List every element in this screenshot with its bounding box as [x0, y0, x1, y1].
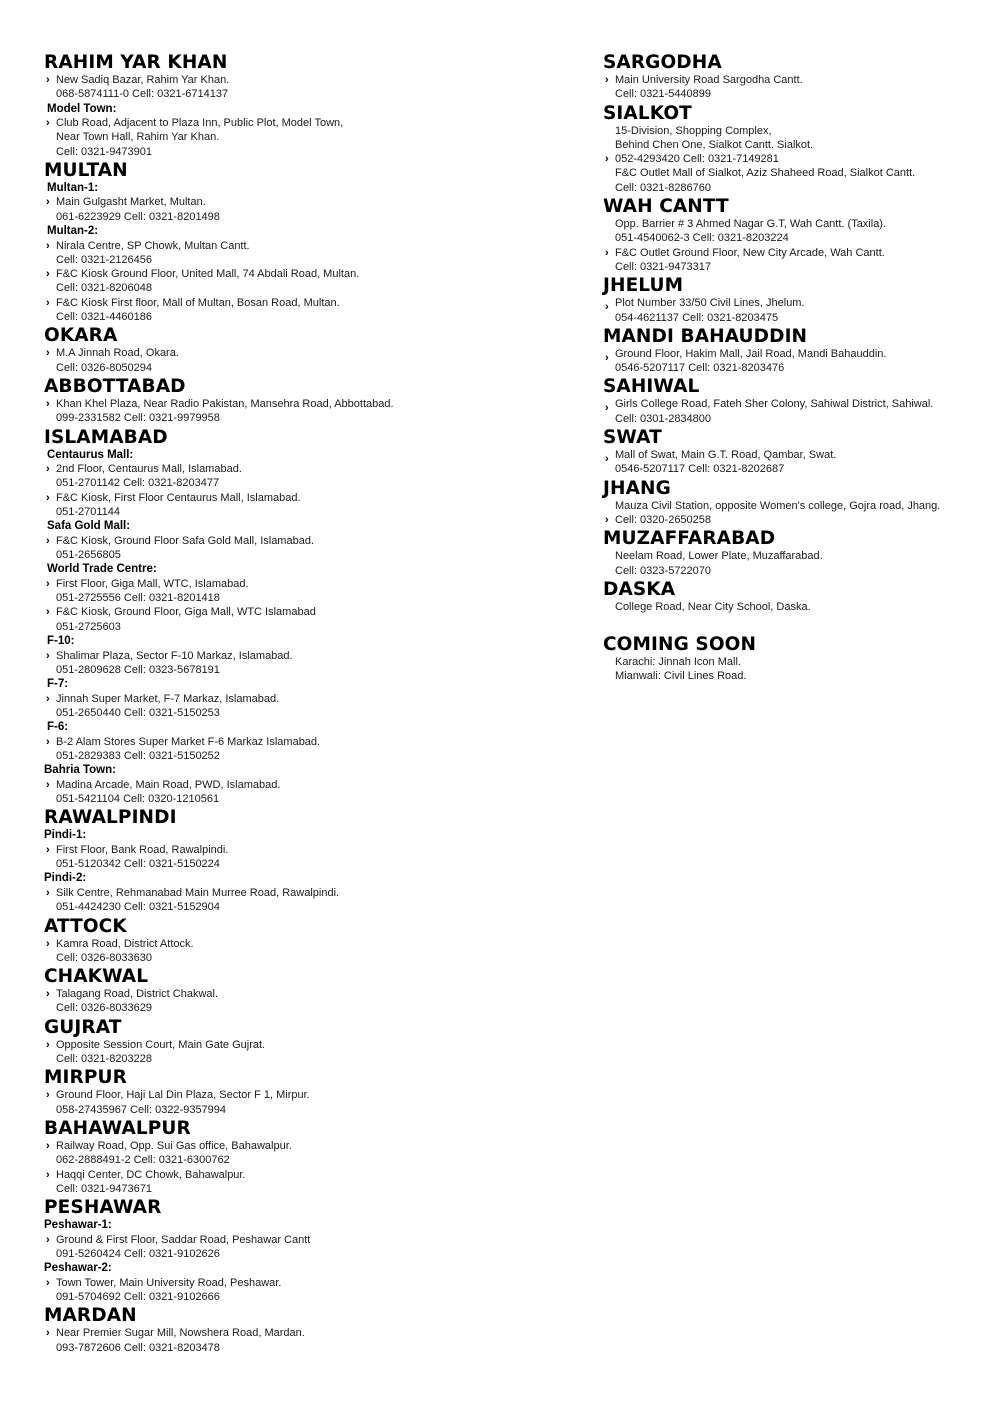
address-entry [603, 217, 983, 246]
address-line: Girls College Road, Fateh Sher Colony, Sahiwal District, Sahiwal. [615, 398, 934, 411]
city-heading: BAHAWALPUR [44, 1117, 191, 1139]
branch-label: Centaurus Mall: [47, 448, 134, 461]
city-heading: SAHIWAL [603, 376, 700, 398]
chevron-right-icon: › [46, 534, 50, 547]
address-entry [44, 649, 564, 678]
address-entry [44, 491, 564, 520]
city-heading: ATTOCK [44, 915, 127, 937]
city-section-gujrat [44, 1017, 564, 1067]
chevron-right-icon: › [46, 491, 50, 504]
city-section-jhang [603, 478, 983, 528]
chevron-right-icon: › [46, 196, 50, 209]
address-line: B-2 Alam Stores Super Market F-6 Markaz Islamabad. [56, 735, 321, 748]
city-section-jhelum [603, 275, 983, 325]
city-section-wah-cantt [603, 196, 983, 274]
address-line: First Floor, Bank Road, Rawalpindi. [56, 843, 229, 856]
chevron-right-icon: › [46, 1139, 50, 1152]
chevron-right-icon: › [605, 153, 609, 166]
city-section-sargodha [603, 52, 983, 102]
city-heading: MUZAFFARABAD [603, 528, 776, 550]
address-line: 091-5260424 Cell: 0321-9102626 [56, 1247, 220, 1260]
address-entry [44, 937, 564, 966]
city-heading: JHELUM [603, 275, 684, 297]
address-entry [44, 534, 564, 563]
address-entry [44, 843, 564, 872]
address-line: F&C Kiosk First floor, Mall of Multan, Bosan Road, Multan. [56, 296, 340, 309]
address-entry [44, 73, 564, 102]
address-entry [44, 1088, 564, 1117]
address-entry [44, 296, 564, 325]
city-section-sahiwal [603, 376, 983, 426]
city-heading: ABBOTTABAD [44, 375, 186, 397]
address-entry [44, 397, 564, 426]
branch-label: Model Town: [47, 102, 117, 115]
address-line: Cell: 0326-8033630 [56, 951, 153, 964]
address-entry [44, 1233, 564, 1262]
chevron-right-icon: › [605, 453, 609, 466]
branch-label: F-7: [47, 678, 69, 691]
city-heading: MANDI BAHAUDDIN [603, 325, 808, 347]
city-heading: WAH CANTT [603, 196, 729, 218]
address-line: Main Gulgasht Market, Multan. [56, 196, 206, 209]
address-line: Railway Road, Opp. Sui Gas office, Bahawalpur. [56, 1139, 292, 1152]
address-entry [603, 124, 983, 153]
city-heading: SIALKOT [603, 102, 692, 124]
city-section-mandi-bahauddin [603, 326, 983, 376]
address-line: 051-2656805 [56, 549, 121, 562]
address-line: Cell: 0321-9473901 [56, 145, 153, 158]
address-line: 051-5120342 Cell: 0321-5150224 [56, 858, 220, 871]
address-entry [44, 267, 564, 296]
branch-label: Bahria Town: [44, 764, 116, 777]
address-line: Mauza Civil Station, opposite Women's college, Gojra road, Jhang. [615, 499, 941, 512]
city-section-rawalpindi [44, 807, 564, 914]
address-line: 051-4540062-3 Cell: 0321-8203224 [615, 232, 789, 245]
address-line: Mianwali: Civil Lines Road. [615, 670, 747, 683]
city-section-mardan [44, 1305, 564, 1355]
city-heading: SARGODHA [603, 52, 722, 73]
address-line: 0546-5207117 Cell: 0321-8203476 [615, 362, 785, 375]
chevron-right-icon: › [46, 1089, 50, 1102]
chevron-right-icon: › [605, 513, 609, 526]
address-line: Silk Centre, Rehmanabad Main Murree Road, Rawalpindi. [56, 886, 340, 899]
chevron-right-icon: › [46, 692, 50, 705]
address-entry [44, 1168, 564, 1197]
address-line: Cell: 0321-4460186 [56, 311, 153, 324]
address-line: 093-7872606 Cell: 0321-8203478 [56, 1341, 220, 1354]
address-line: Cell: 0321-9473671 [56, 1182, 153, 1195]
address-line: 054-4621137 Cell: 0321-8203475 [615, 311, 779, 324]
address-line: Near Town Hall, Rahim Yar Khan. [56, 131, 220, 144]
city-section-peshawar [44, 1197, 564, 1304]
address-line: 051-2725603 [56, 620, 121, 633]
city-heading: JHANG [603, 477, 671, 499]
address-line: Jinnah Super Market, F-7 Markaz, Islamabad. [56, 692, 280, 705]
chevron-right-icon: › [46, 239, 50, 252]
address-line: 15-Division, Shopping Complex, [615, 124, 772, 137]
chevron-right-icon: › [46, 606, 50, 619]
address-entry [44, 886, 564, 915]
address-line: Near Premier Sugar Mill, Nowshera Road, Mardan. [56, 1327, 305, 1340]
city-heading: OKARA [44, 325, 118, 347]
city-section-okara [44, 325, 564, 375]
address-line: Neelam Road, Lower Plate, Muzaffarabad. [615, 550, 823, 563]
address-line: 091-5704692 Cell: 0321-9102666 [56, 1291, 220, 1304]
address-line: 051-2650440 Cell: 0321-5150253 [56, 706, 220, 719]
chevron-right-icon: › [46, 268, 50, 281]
address-line: Plot Number 33/50 Civil Lines, Jhelum. [615, 297, 805, 310]
chevron-right-icon: › [46, 735, 50, 748]
address-line: Opposite Session Court, Main Gate Gujrat. [56, 1038, 266, 1051]
address-entry [603, 499, 983, 513]
city-heading: MULTAN [44, 159, 128, 181]
address-line: Cell: 0323-5722070 [615, 564, 712, 577]
address-line: Opp. Barrier # 3 Ahmed Nagar G.T, Wah Cantt. (Taxila). [615, 218, 887, 231]
chevron-right-icon: › [605, 351, 609, 364]
address-line: College Road, Near City School, Daska. [615, 600, 811, 613]
city-heading: GUJRAT [44, 1016, 122, 1038]
chevron-right-icon: › [605, 301, 609, 314]
address-entry [44, 239, 564, 268]
address-line: 051-4424230 Cell: 0321-5152904 [56, 901, 220, 914]
address-line: Ground Floor, Hakim Mall, Jail Road, Mandi Bahauddin. [615, 347, 887, 360]
city-heading: MARDAN [44, 1305, 137, 1327]
address-line: 051-2701142 Cell: 0321-8203477 [56, 477, 220, 490]
chevron-right-icon: › [46, 397, 50, 410]
address-line: 052-4293420 Cell: 0321-7149281 [615, 153, 779, 166]
address-line: Ground & First Floor, Saddar Road, Peshawar Cantt [56, 1233, 311, 1246]
address-entry [44, 1326, 564, 1355]
address-entry [44, 605, 564, 634]
city-section-coming-soon [603, 634, 983, 684]
address-entry [603, 296, 983, 325]
address-line: 058-27435967 Cell: 0322-9357994 [56, 1103, 227, 1116]
address-entry [44, 692, 564, 721]
address-line: F&C Outlet Mall of Sialkot, Aziz Shaheed Road, Sialkot Cantt. [615, 167, 916, 180]
city-heading: RAHIM YAR KHAN [44, 52, 228, 73]
address-entry [603, 513, 983, 527]
address-line: 051-2725556 Cell: 0321-8201418 [56, 592, 220, 605]
address-entry [44, 577, 564, 606]
address-entry [603, 347, 983, 376]
city-section-bahawalpur [44, 1118, 564, 1196]
branch-label: F-6: [47, 721, 69, 734]
address-entry [44, 346, 564, 375]
address-line: First Floor, Giga Mall, WTC, Islamabad. [56, 577, 249, 590]
address-line: 051-2701144 [56, 505, 121, 518]
chevron-right-icon: › [46, 347, 50, 360]
chevron-right-icon: › [46, 778, 50, 791]
address-line: Cell: 0301-2834800 [615, 412, 712, 425]
address-line: Cell: 0321-9473317 [615, 260, 712, 273]
city-section-swat [603, 427, 983, 477]
address-entry [603, 448, 983, 477]
address-line: Haqqi Center, DC Chowk, Bahawalpur. [56, 1168, 246, 1181]
branch-label: Pindi-2: [44, 872, 87, 885]
address-line: Cell: 0321-5440899 [615, 88, 712, 101]
address-line: Club Road, Adjacent to Plaza Inn, Public Plot, Model Town, [56, 117, 344, 130]
city-heading: RAWALPINDI [44, 807, 177, 829]
city-section-abbottabad [44, 376, 564, 426]
address-line: 099-2331582 Cell: 0321-9979958 [56, 412, 220, 425]
chevron-right-icon: › [46, 1327, 50, 1340]
address-line: 062-2888491-2 Cell: 0321-6300762 [56, 1154, 230, 1167]
chevron-right-icon: › [605, 402, 609, 415]
address-line: 051-2829383 Cell: 0321-5150252 [56, 750, 220, 762]
address-line: Nirala Centre, SP Chowk, Multan Cantt. [56, 239, 250, 252]
address-entry [603, 549, 983, 578]
chevron-right-icon: › [605, 246, 609, 259]
address-line: Cell: 0320-2650258 [615, 513, 712, 526]
branch-label: F-10: [47, 635, 75, 648]
city-section-attock [44, 916, 564, 966]
address-line: M.A Jinnah Road, Okara. [56, 347, 179, 360]
address-line: F&C Kiosk, Ground Floor Safa Gold Mall, Islamabad. [56, 534, 314, 547]
address-entry [44, 1038, 564, 1067]
address-line: Karachi: Jinnah Icon Mall. [615, 656, 741, 669]
address-line: 061-6223929 Cell: 0321-8201498 [56, 210, 220, 223]
chevron-right-icon: › [46, 1168, 50, 1181]
address-line: F&C Kiosk Ground Floor, United Mall, 74 Abdali Road, Multan. [56, 268, 360, 281]
address-line: 051-2809628 Cell: 0323-5678191 [56, 663, 220, 676]
city-heading: DASKA [603, 578, 676, 600]
city-heading: PESHAWAR [44, 1197, 162, 1219]
chevron-right-icon: › [46, 74, 50, 86]
address-line: Cell: 0321-8203228 [56, 1053, 153, 1066]
address-line: Khan Khel Plaza, Near Radio Pakistan, Mansehra Road, Abbottabad. [56, 397, 394, 410]
address-line: Behind Chen One, Sialkot Cantt. Sialkot. [615, 138, 814, 151]
address-entry [44, 778, 564, 807]
address-entry [603, 73, 983, 102]
address-entry [603, 246, 983, 275]
address-line: F&C Kiosk, Ground Floor, Giga Mall, WTC Islamabad [56, 606, 316, 619]
branch-label: Multan-2: [47, 225, 99, 238]
city-section-chakwal [44, 966, 564, 1016]
address-entry [603, 655, 983, 684]
address-entry [44, 735, 564, 764]
city-heading: ISLAMABAD [44, 426, 168, 448]
branch-label: Pindi-1: [44, 829, 87, 842]
branch-label: Safa Gold Mall: [47, 520, 131, 533]
address-line: Madina Arcade, Main Road, PWD, Islamabad. [56, 778, 281, 791]
chevron-right-icon: › [46, 649, 50, 662]
address-entry [44, 987, 564, 1016]
chevron-right-icon: › [46, 886, 50, 899]
city-section-sialkot [603, 103, 983, 195]
address-entry [44, 195, 564, 224]
chevron-right-icon: › [46, 843, 50, 856]
address-line: Main University Road Sargodha Cantt. [615, 74, 803, 86]
chevron-right-icon: › [46, 117, 50, 130]
address-line: Kamra Road, District Attock. [56, 937, 194, 950]
chevron-right-icon: › [46, 937, 50, 950]
address-entry [44, 116, 564, 159]
address-line: Town Tower, Main University Road, Peshawar. [56, 1276, 282, 1289]
address-line: 0546-5207117 Cell: 0321-8202687 [615, 463, 785, 476]
address-line: F&C Outlet Ground Floor, New City Arcade, Wah Cantt. [615, 246, 885, 259]
chevron-right-icon: › [46, 1233, 50, 1246]
address-line: Ground Floor, Haji Lal Din Plaza, Sector F 1, Mirpur. [56, 1089, 310, 1102]
city-section-muzaffarabad [603, 528, 983, 578]
address-line: Shalimar Plaza, Sector F-10 Markaz, Islamabad. [56, 649, 293, 662]
branch-label: Peshawar-1: [44, 1219, 112, 1232]
left-column [44, 52, 564, 1356]
address-line: Cell: 0321-8206048 [56, 282, 153, 295]
city-section-mirpur [44, 1067, 564, 1117]
city-heading: CHAKWAL [44, 966, 149, 988]
address-line: Cell: 0321-8286760 [615, 181, 712, 194]
chevron-right-icon: › [46, 463, 50, 476]
city-section-rahim-yar-khan [44, 52, 564, 159]
city-section-islamabad [44, 427, 564, 807]
address-line: Mall of Swat, Main G.T. Road, Qambar, Swat. [615, 449, 837, 462]
address-entry [44, 462, 564, 491]
address-entry [603, 600, 983, 614]
address-line: Cell: 0326-8050294 [56, 361, 153, 374]
address-line: New Sadiq Bazar, Rahim Yar Khan. [56, 74, 230, 86]
chevron-right-icon: › [46, 1276, 50, 1289]
city-heading: MIRPUR [44, 1067, 127, 1089]
chevron-right-icon: › [46, 577, 50, 590]
branch-label: World Trade Centre: [47, 563, 157, 576]
branch-label: Peshawar-2: [44, 1262, 112, 1275]
chevron-right-icon: › [46, 296, 50, 309]
address-line: 068-5874111-0 Cell: 0321-6714137 [56, 88, 229, 101]
address-line: Cell: 0321-2126456 [56, 253, 153, 266]
address-entry [603, 397, 983, 426]
address-entry [603, 152, 983, 195]
address-line: 2nd Floor, Centaurus Mall, Islamabad. [56, 463, 242, 476]
city-heading: SWAT [603, 427, 662, 449]
city-section-multan [44, 160, 564, 324]
address-line: F&C Kiosk, First Floor Centaurus Mall, Islamabad. [56, 491, 301, 504]
chevron-right-icon: › [605, 74, 609, 86]
city-section-daska [603, 579, 983, 614]
city-heading: COMING SOON [603, 634, 757, 656]
address-line: Talagang Road, District Chakwal. [56, 988, 219, 1001]
address-line: Cell: 0326-8033629 [56, 1002, 153, 1015]
chevron-right-icon: › [46, 988, 50, 1001]
address-entry [44, 1139, 564, 1168]
address-line: 051-5421104 Cell: 0320-1210561 [56, 793, 220, 806]
address-entry [44, 1276, 564, 1305]
right-column [603, 52, 983, 685]
branch-label: Multan-1: [47, 181, 99, 194]
chevron-right-icon: › [46, 1038, 50, 1051]
